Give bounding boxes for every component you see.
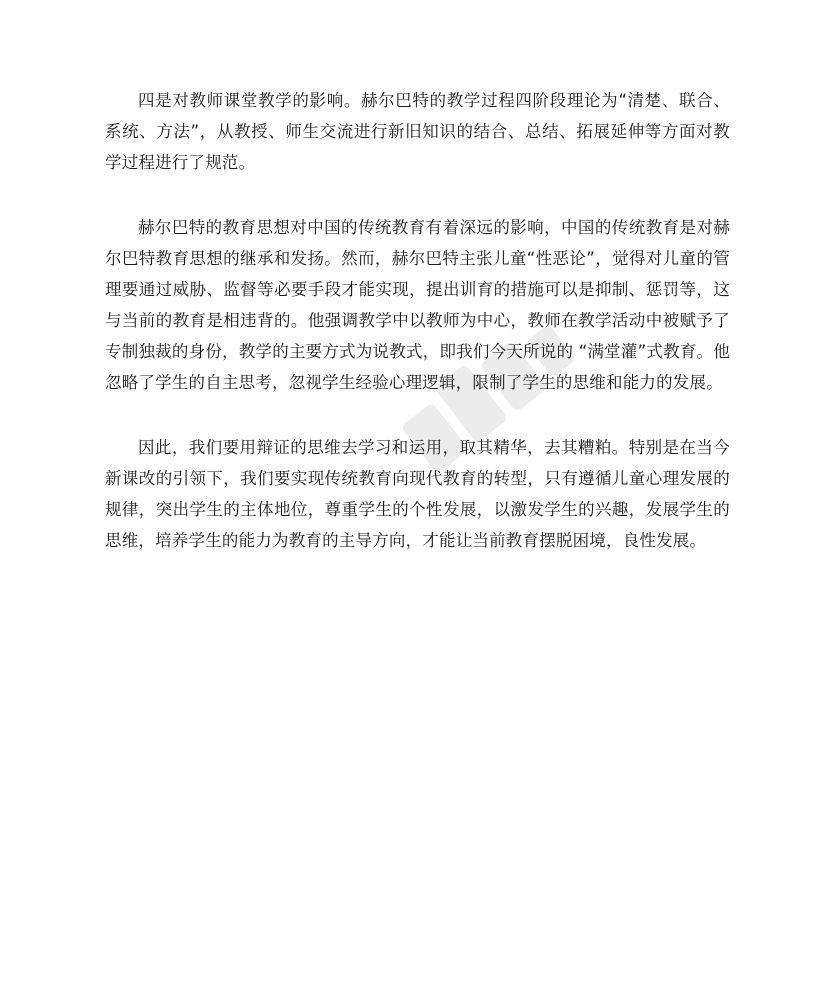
paragraph-1: 四是对教师课堂教学的影响。赫尔巴特的教学过程四阶段理论为“清楚、联合、系统、方法”，从教授、师生交流进行新旧知识的结合、总结、拓展延伸等方面对教学过程进行了规范。: [105, 91, 730, 172]
paragraph-3: 因此，我们要用辩证的思维去学习和运用，取其精华，去其糟粕。特别是在当今新课改的引领下，我们要实现传统教育向现代教育的转型，只有遵循儿童心理发展的规律，突出学生的主体地位，尊重学生的个性发展，以激发学生的兴趣，发展学生的思维，培养学生的能力为教育的主导方向，才能让当前教育摆脱困境，良性发展。: [105, 438, 730, 550]
paragraph-2: 赫尔巴特的教育思想对中国的传统教育有着深远的影响，中国的传统教育是对赫尔巴特教育思想的继承和发扬。然而，赫尔巴特主张儿童“性恶论”，觉得对儿童的管理要通过威胁、监督等必要手段才能实现，提出训育的措施可以是抑制、惩罚等，这与当前的教育是相违背的。他强调教学中以教师为中心，教师在教学活动中被赋予了专制独裁的身份，教学的主要方式为说教式，即我们今天所说的 “满堂灌”式教育。他忽略了学生的自主思考，忽视学生经验心理逻辑，限制了学生的思维和能力的发展。: [105, 218, 730, 392]
document-body: [105, 85, 730, 590]
